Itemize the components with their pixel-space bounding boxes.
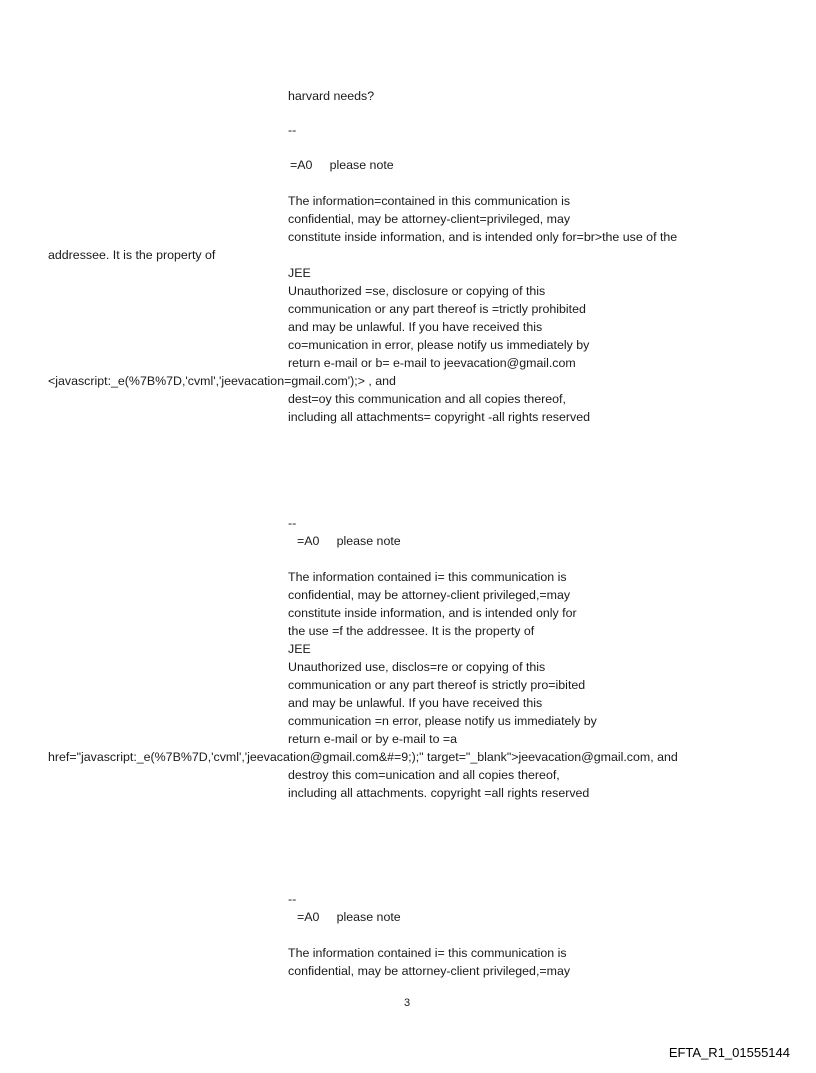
text-line: constitute inside information, and is intended only for — [288, 606, 577, 620]
text-line: confidential, may be attorney-client privileged,=may — [288, 964, 571, 978]
text-line: dest=oy this communication and all copies thereof, — [288, 392, 566, 406]
text-line: constitute inside information, and is intended only for=br>the use of the — [288, 230, 678, 244]
text-line: communication or any part thereof is strictly pro=ibited — [288, 678, 586, 692]
text-line: and may be unlawful. If you have received this — [288, 696, 543, 710]
text-line: The information=contained in this communication is — [288, 194, 571, 208]
text-line: <javascript:_e(%7B%7D,'cvml','jeevacation=gmail.com');> , and — [48, 374, 396, 388]
text-line: -- — [288, 123, 297, 137]
document-id-footer: EFTA_R1_01555144 — [668, 1045, 790, 1060]
text-line: =A0 please note — [297, 910, 401, 924]
text-line: including all attachments= copyright -all rights reserved — [288, 410, 590, 424]
text-line: JEE — [288, 266, 311, 280]
text-line: =A0 please note — [290, 158, 394, 172]
text-line: The information contained i= this communication is — [288, 570, 567, 584]
text-line: including all attachments. copyright =all rights reserved — [288, 786, 590, 800]
text-line: -- — [288, 892, 297, 906]
text-line: return e-mail or b= e-mail to jeevacation@gmail.com — [288, 356, 576, 370]
text-line: addressee. It is the property of — [48, 248, 216, 262]
text-line: return e-mail or by e-mail to =a — [288, 732, 458, 746]
text-line: Unauthorized use, disclos=re or copying of this — [288, 660, 546, 674]
text-line: The information contained i= this communication is — [288, 946, 567, 960]
text-line: confidential, may be attorney-client=privileged, may — [288, 212, 571, 226]
text-line: -- — [288, 516, 297, 530]
text-line: confidential, may be attorney-client privileged,=may — [288, 588, 571, 602]
text-line: =A0 please note — [297, 534, 401, 548]
text-line: communication =n error, please notify us immediately by — [288, 714, 597, 728]
text-line: JEE — [288, 642, 311, 656]
text-line: and may be unlawful. If you have received this — [288, 320, 543, 334]
text-line: co=munication in error, please notify us immediately by — [288, 338, 590, 352]
text-line: destroy this com=unication and all copies thereof, — [288, 768, 560, 782]
text-line: href="javascript:_e(%7B%7D,'cvml','jeevacation@gmail.com&#=9;);" target="_blank">jeevacation@gmail.com, and — [48, 750, 678, 764]
text-line: communication or any part thereof is =trictly prohibited — [288, 302, 586, 316]
text-line: Unauthorized =se, disclosure or copying of this — [288, 284, 546, 298]
page-number: 3 — [404, 997, 411, 1009]
text-line: the use =f the addressee. It is the property of — [288, 624, 535, 638]
text-line: harvard needs? — [288, 89, 375, 103]
